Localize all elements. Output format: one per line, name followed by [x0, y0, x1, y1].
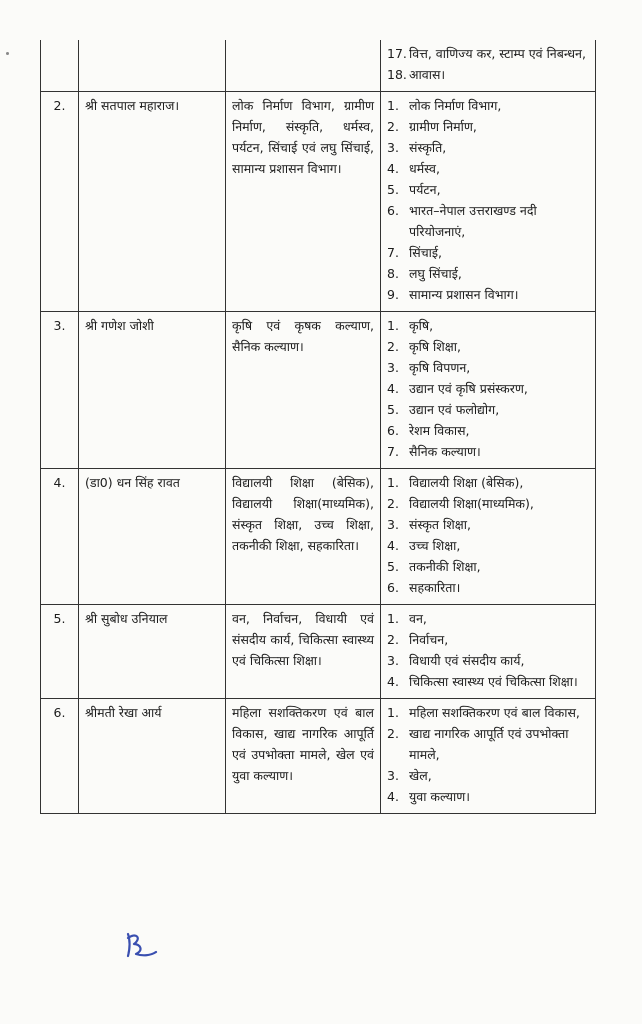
subject-text: वित्त, वाणिज्य कर, स्टाम्प एवं निबन्धन, — [409, 46, 586, 61]
table-row — [41, 469, 596, 605]
subject-text: विद्यालयी शिक्षा (बेसिक), — [409, 475, 524, 490]
subject-list-item — [387, 723, 589, 765]
subject-list-item — [387, 420, 589, 441]
minister-name-cell — [79, 40, 226, 92]
subject-text: युवा कल्याण। — [409, 789, 470, 804]
subject-list-item — [387, 514, 589, 535]
minister-name-cell: श्री गणेश जोशी — [79, 312, 226, 469]
subject-number: 2. — [387, 339, 399, 354]
subject-list-item — [387, 315, 589, 336]
subject-text: पर्यटन, — [409, 182, 441, 197]
serial-number-cell — [41, 40, 79, 92]
table-body — [41, 40, 596, 814]
subject-number: 2. — [387, 726, 399, 741]
subject-number: 18. — [387, 67, 407, 82]
minister-name-cell: (डा0) धन सिंह रावत — [79, 469, 226, 605]
subjects-cell — [381, 312, 596, 469]
subject-list-item — [387, 608, 589, 629]
subject-number: 1. — [387, 475, 399, 490]
subject-number: 7. — [387, 444, 399, 459]
table-row — [41, 605, 596, 699]
subject-number: 3. — [387, 653, 399, 668]
subject-list-item — [387, 765, 589, 786]
subject-number: 5. — [387, 182, 399, 197]
subject-number: 3. — [387, 140, 399, 155]
subject-text: संस्कृत शिक्षा, — [409, 517, 471, 532]
subject-number: 2. — [387, 632, 399, 647]
subject-number: 4. — [387, 161, 399, 176]
subjects-cell — [381, 605, 596, 699]
subject-list-item — [387, 650, 589, 671]
subject-list-item — [387, 786, 589, 807]
subject-number: 3. — [387, 768, 399, 783]
portfolio-cell: महिला सशक्तिकरण एवं बाल विकास, खाद्य नागरिक आपूर्ति एवं उपभोक्ता मामले, खेल एवं युवा कल्याण। — [226, 699, 381, 814]
subject-list-item — [387, 472, 589, 493]
subject-text: महिला सशक्तिकरण एवं बाल विकास, — [409, 705, 580, 720]
table-row — [41, 92, 596, 312]
subject-text: लघु सिंचाई, — [409, 266, 462, 281]
subject-text: लोक निर्माण विभाग, — [409, 98, 502, 113]
subject-text: खेल, — [409, 768, 432, 783]
subject-text: उद्यान एवं कृषि प्रसंस्करण, — [409, 381, 528, 396]
subject-text: कृषि विपणन, — [409, 360, 471, 375]
subject-number: 8. — [387, 266, 399, 281]
minister-name-cell: श्रीमती रेखा आर्य — [79, 699, 226, 814]
subject-list-item — [387, 378, 589, 399]
subject-number: 1. — [387, 98, 399, 113]
subject-list-item — [387, 158, 589, 179]
subject-list-item — [387, 441, 589, 462]
subject-list — [387, 608, 589, 692]
subject-list-item — [387, 399, 589, 420]
subject-number: 4. — [387, 381, 399, 396]
subject-number: 6. — [387, 203, 399, 218]
margin-dot — [6, 52, 9, 55]
minister-portfolio-table — [40, 40, 596, 814]
minister-name-cell: श्री सतपाल महाराज। — [79, 92, 226, 312]
subject-text: आवास। — [409, 67, 446, 82]
subject-text: सहकारिता। — [409, 580, 461, 595]
portfolio-cell — [226, 40, 381, 92]
subject-text: उद्यान एवं फलोद्योग, — [409, 402, 500, 417]
subject-number: 4. — [387, 789, 399, 804]
subject-list — [387, 95, 589, 305]
serial-number-cell: 6. — [41, 699, 79, 814]
subject-list-item — [387, 137, 589, 158]
subject-text: रेशम विकास, — [409, 423, 470, 438]
subjects-cell — [381, 92, 596, 312]
subject-list-item — [387, 116, 589, 137]
subject-text: उच्च शिक्षा, — [409, 538, 461, 553]
subject-list — [387, 702, 589, 807]
subject-text: भारत–नेपाल उत्तराखण्ड नदी परियोजनाएं, — [409, 203, 537, 239]
subject-list-item — [387, 200, 589, 242]
table-row — [41, 699, 596, 814]
subject-number: 3. — [387, 360, 399, 375]
subject-text: वन, — [409, 611, 427, 626]
subject-text: विद्यालयी शिक्षा(माध्यमिक), — [409, 496, 534, 511]
subject-number: 5. — [387, 402, 399, 417]
subject-text: संस्कृति, — [409, 140, 447, 155]
subject-text: सिंचाई, — [409, 245, 442, 260]
table-row — [41, 312, 596, 469]
subject-list-item — [387, 284, 589, 305]
subject-text: चिकित्सा स्वास्थ्य एवं चिकित्सा शिक्षा। — [409, 674, 578, 689]
subject-list-item — [387, 535, 589, 556]
subject-text: कृषि, — [409, 318, 434, 333]
portfolio-cell: वन, निर्वाचन, विधायी एवं संसदीय कार्य, चिकित्सा स्वास्थ्य एवं चिकित्सा शिक्षा। — [226, 605, 381, 699]
subject-number: 1. — [387, 318, 399, 333]
serial-number-cell: 5. — [41, 605, 79, 699]
subject-number: 1. — [387, 611, 399, 626]
subject-text: ग्रामीण निर्माण, — [409, 119, 477, 134]
serial-number-cell: 3. — [41, 312, 79, 469]
subject-list-item — [387, 64, 589, 85]
subject-number: 17. — [387, 46, 407, 61]
subject-list-item — [387, 702, 589, 723]
subject-list — [387, 43, 589, 85]
subject-text: धर्मस्व, — [409, 161, 440, 176]
subject-number: 6. — [387, 423, 399, 438]
subject-list-item — [387, 556, 589, 577]
table-row — [41, 40, 596, 92]
subject-list-item — [387, 336, 589, 357]
subject-text: खाद्य नागरिक आपूर्ति एवं उपभोक्ता मामले, — [409, 726, 569, 762]
serial-number-cell: 4. — [41, 469, 79, 605]
subject-list-item — [387, 179, 589, 200]
portfolio-cell: विद्यालयी शिक्षा (बेसिक), विद्यालयी शिक्षा(माध्यमिक), संस्कृत शिक्षा, उच्च शिक्षा, तकनीकी शिक्षा, सहकारिता। — [226, 469, 381, 605]
subject-number: 3. — [387, 517, 399, 532]
subject-text: सैनिक कल्याण। — [409, 444, 481, 459]
subjects-cell — [381, 40, 596, 92]
minister-name-cell: श्री सुबोध उनियाल — [79, 605, 226, 699]
subject-number: 2. — [387, 496, 399, 511]
subject-list-item — [387, 43, 589, 64]
subject-number: 5. — [387, 559, 399, 574]
subject-list-item — [387, 577, 589, 598]
subjects-cell — [381, 469, 596, 605]
subject-text: विधायी एवं संसदीय कार्य, — [409, 653, 525, 668]
subject-number: 2. — [387, 119, 399, 134]
portfolio-cell: लोक निर्माण विभाग, ग्रामीण निर्माण, संस्कृति, धर्मस्व, पर्यटन, सिंचाई एवं लघु सिंचाई, सामान्य प्रशासन विभाग। — [226, 92, 381, 312]
subject-text: कृषि शिक्षा, — [409, 339, 461, 354]
signature-mark — [122, 930, 160, 960]
subject-number: 9. — [387, 287, 399, 302]
subject-list-item — [387, 357, 589, 378]
subject-text: सामान्य प्रशासन विभाग। — [409, 287, 519, 302]
subject-list-item — [387, 493, 589, 514]
subject-number: 6. — [387, 580, 399, 595]
subject-list — [387, 472, 589, 598]
subject-number: 4. — [387, 674, 399, 689]
subject-list-item — [387, 95, 589, 116]
subject-number: 4. — [387, 538, 399, 553]
subject-list-item — [387, 242, 589, 263]
subject-number: 1. — [387, 705, 399, 720]
subject-text: तकनीकी शिक्षा, — [409, 559, 481, 574]
subject-list-item — [387, 671, 589, 692]
subjects-cell — [381, 699, 596, 814]
subject-list-item — [387, 263, 589, 284]
subject-list-item — [387, 629, 589, 650]
subject-text: निर्वाचन, — [409, 632, 449, 647]
serial-number-cell: 2. — [41, 92, 79, 312]
portfolio-cell: कृषि एवं कृषक कल्याण, सैनिक कल्याण। — [226, 312, 381, 469]
subject-number: 7. — [387, 245, 399, 260]
subject-list — [387, 315, 589, 462]
